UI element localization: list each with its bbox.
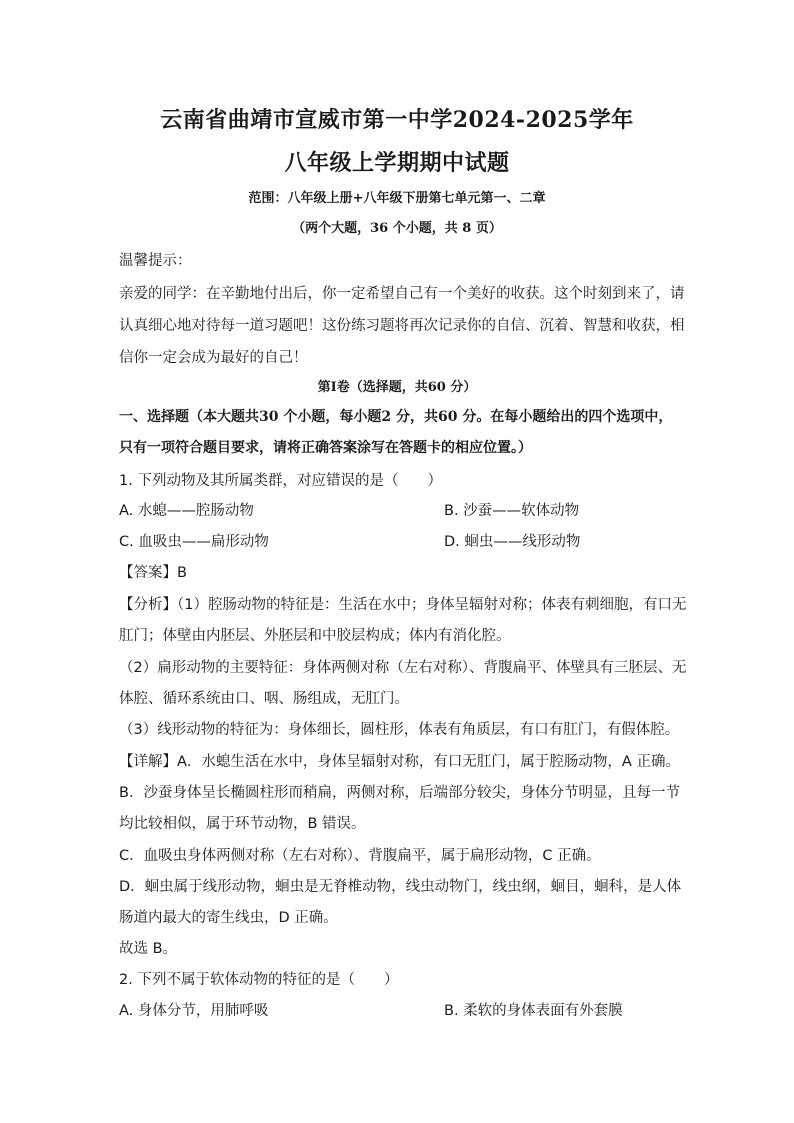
exam-title-line1: 云南省曲靖市宣威市第一中学2024-2025学年 [160,107,634,133]
tips-line: 认真细心地对待每一道习题吧！这份练习题将再次记录你的自信、沉着、智慧和收获，相 [119,318,685,334]
analysis-line: 【分析】（1）腔肠动物的特征是：生活在水中；身体呈辐射对称；体表有刺细胞，有口无 [119,597,687,613]
detail-line: D．蛔虫属于线形动物，蛔虫是无脊椎动物，线虫动物门，线虫纲，蛔目，蛔科，是人体 [119,879,682,895]
tips-label: 温馨提示： [119,253,192,269]
option-d: D. 蛔虫——线形动物 [444,534,581,550]
question-stem: 2. 下列不属于软体动物的特征的是（ ） [119,972,399,988]
detail-line: 肠道内最大的寄生线虫，D 正确。 [119,910,338,926]
analysis-line: 肛门；体壁由内胚层、外胚层和中胶层构成；体内有消化腔。 [119,628,511,644]
option-c: C. 血吸虫——扁形动物 [119,534,269,550]
section-instruction: 一、选择题（本大题共30 个小题，每小题2 分，共60 分。在每小题给出的四个选项中， [119,409,673,425]
option-a: A. 水螅——腔肠动物 [119,503,254,519]
detail-line: 均比较相似，属于环节动物，B 错误。 [119,816,366,832]
detail-line: C．血吸虫身体两侧对称（左右对称）、背腹扁平，属于扁形动物，C 正确。 [119,848,601,864]
question-stem: 1. 下列动物及其所属类群，对应错误的是（ ） [119,473,442,489]
exam-title-line2: 八年级上学期期中试题 [284,150,510,176]
option-b: B. 柔软的身体表面有外套膜 [444,1003,623,1019]
analysis-line: （3）线形动物的特征为：身体细长，圆柱形，体表有角质层，有口有肛门，有假体腔。 [119,722,680,738]
section-instruction: 只有一项符合题目要求，请将正确答案涂写在答题卡的相应位置。） [119,440,532,456]
part-title: 第Ⅰ卷（选择题，共60 分） [317,380,477,395]
exam-scope: 范围：八年级上册+八年级下册第七单元第一、二章 [248,191,546,206]
detail-line: B．沙蚕身体呈长椭圆柱形而稍扁，两侧对称，后端部分较尖，身体分节明显，且每一节 [119,785,680,801]
analysis-line: 体腔、循环系统由口、咽、肠组成，无肛门。 [119,691,409,707]
option-a: A. 身体分节，用肺呼吸 [119,1003,269,1019]
option-b: B. 沙蚕——软体动物 [444,503,580,519]
analysis-line: （2）扁形动物的主要特征：身体两侧对称（左右对称）、背腹扁平、体壁具有三胚层、无 [119,660,687,676]
conclusion-line: 故选 B。 [119,941,178,957]
tips-line: 信你一定会成为最好的自己！ [119,350,308,366]
answer-line: 【答案】B [119,565,187,581]
detail-line: 【详解】A．水螅生活在水中，身体呈辐射对称，有口无肛门，属于腔肠动物，A 正确。 [119,754,680,770]
tips-line: 亲爱的同学：在辛勤地付出后，你一定希望自己有一个美好的收获。这个时刻到来了，请 [119,286,685,302]
exam-info: （两个大题，36 个小题，共 8 页） [292,221,502,236]
